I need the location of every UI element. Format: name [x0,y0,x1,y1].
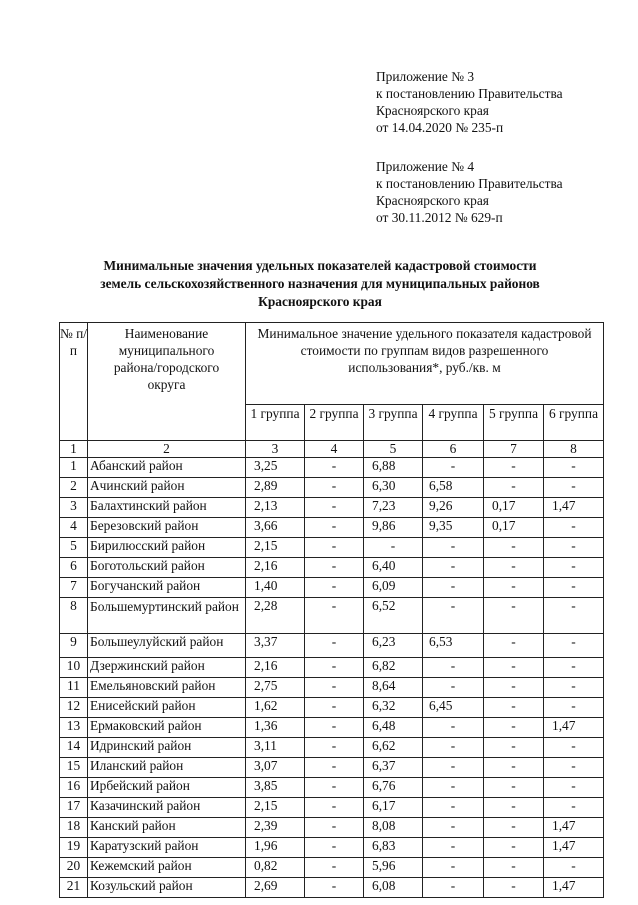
group-4-value: - [423,558,484,578]
group-2-value: - [305,858,364,878]
group-6-value: - [544,598,604,634]
group-3-value: 8,64 [364,678,423,698]
district-name: Ирбейский район [88,778,246,798]
group-3-value: 6,37 [364,758,423,778]
group-1-value: 3,66 [246,518,305,538]
group-3-value: 5,96 [364,858,423,878]
group-5-value: - [484,838,544,858]
group-3-value: 6,23 [364,634,423,658]
group-6-value: - [544,634,604,658]
group-3-value: 6,62 [364,738,423,758]
column-number: 3 [246,441,305,458]
row-num: 20 [60,858,88,878]
group-4-value: - [423,738,484,758]
district-name: Дзержинский район [88,658,246,678]
table-row [60,498,604,518]
group-2-value: - [305,878,364,898]
group-2-value: - [305,634,364,658]
column-number: 5 [364,441,423,458]
group-3-value: 6,32 [364,698,423,718]
row-num: 1 [60,458,88,478]
table-row [60,798,604,818]
district-name: Идринский район [88,738,246,758]
group-6-value: - [544,698,604,718]
group-6-value: - [544,558,604,578]
group-1-value: 3,25 [246,458,305,478]
row-num: 17 [60,798,88,818]
group-4-value: - [423,458,484,478]
group-5-value: - [484,718,544,738]
group-3-value: 6,17 [364,798,423,818]
group-4-value: - [423,798,484,818]
group-2-value: - [305,738,364,758]
group-2-value: - [305,718,364,738]
district-name: Богучанский район [88,578,246,598]
group-6-value: - [544,738,604,758]
group-1-value: 2,69 [246,878,305,898]
row-num: 12 [60,698,88,718]
header-group-6: 6 группа [544,405,604,441]
group-4-value: - [423,578,484,598]
group-5-value: - [484,738,544,758]
group-2-value: - [305,698,364,718]
district-name: Березовский район [88,518,246,538]
column-number: 8 [544,441,604,458]
appendix-line: Красноярского края [376,193,489,208]
group-2-value: - [305,538,364,558]
row-num: 5 [60,538,88,558]
group-5-value: - [484,538,544,558]
group-1-value: 2,39 [246,818,305,838]
table-row [60,838,604,858]
appendix-4-header [376,158,563,226]
row-num: 8 [60,598,88,634]
row-num: 9 [60,634,88,658]
group-2-value: - [305,458,364,478]
title-line: земель сельскохозяйственного назначения для муниципальных районов [100,276,540,291]
district-name: Козульский район [88,878,246,898]
cadastral-value-table [59,322,604,898]
district-name: Боготольский район [88,558,246,578]
group-1-value: 2,16 [246,558,305,578]
group-1-value: 1,96 [246,838,305,858]
group-3-value: - [364,538,423,558]
group-4-value: - [423,838,484,858]
district-name: Ермаковский район [88,718,246,738]
table-row [60,738,604,758]
row-num: 13 [60,718,88,738]
header-group-2: 2 группа [305,405,364,441]
district-name: Канский район [88,818,246,838]
group-1-value: 0,82 [246,858,305,878]
table-row [60,758,604,778]
group-3-value: 6,52 [364,598,423,634]
header-name: Наименование муниципального района/городского округа [88,323,246,441]
group-5-value: - [484,758,544,778]
table-row [60,458,604,478]
document-title [40,257,600,311]
row-num: 6 [60,558,88,578]
row-num: 11 [60,678,88,698]
group-6-value: - [544,798,604,818]
group-2-value: - [305,478,364,498]
row-num: 16 [60,778,88,798]
group-1-value: 3,07 [246,758,305,778]
title-line: Минимальные значения удельных показателей кадастровой стоимости [103,258,537,273]
group-3-value: 6,40 [364,558,423,578]
group-5-value: 0,17 [484,518,544,538]
group-5-value: - [484,578,544,598]
group-2-value: - [305,498,364,518]
appendix-line: от 14.04.2020 № 235-п [376,120,504,135]
row-num: 4 [60,518,88,538]
group-1-value: 2,15 [246,798,305,818]
group-6-value: - [544,678,604,698]
group-3-value: 7,23 [364,498,423,518]
group-4-value: 9,26 [423,498,484,518]
district-name: Кежемский район [88,858,246,878]
district-name: Балахтинский район [88,498,246,518]
group-5-value: - [484,698,544,718]
group-1-value: 3,85 [246,778,305,798]
table-row [60,678,604,698]
group-5-value: - [484,818,544,838]
header-group-4: 4 группа [423,405,484,441]
table-row [60,558,604,578]
row-num: 15 [60,758,88,778]
group-6-value: - [544,758,604,778]
group-4-value: - [423,758,484,778]
group-1-value: 2,16 [246,658,305,678]
group-2-value: - [305,658,364,678]
group-4-value: 6,53 [423,634,484,658]
group-6-value: 1,47 [544,818,604,838]
header-group-3: 3 группа [364,405,423,441]
group-1-value: 2,75 [246,678,305,698]
group-4-value: - [423,678,484,698]
group-4-value: 6,45 [423,698,484,718]
table-row [60,658,604,678]
table-row [60,878,604,898]
district-name: Большемуртинский район [88,598,246,634]
group-5-value: - [484,798,544,818]
group-4-value: 6,58 [423,478,484,498]
appendix-line: к постановлению Правительства [376,176,563,191]
group-2-value: - [305,598,364,634]
group-6-value: 1,47 [544,838,604,858]
row-num: 10 [60,658,88,678]
group-1-value: 1,36 [246,718,305,738]
district-name: Бирилюсский район [88,538,246,558]
group-3-value: 6,08 [364,878,423,898]
group-4-value: - [423,538,484,558]
group-6-value: 1,47 [544,878,604,898]
group-5-value: - [484,878,544,898]
group-1-value: 2,13 [246,498,305,518]
column-number: 4 [305,441,364,458]
group-2-value: - [305,778,364,798]
district-name: Иланский район [88,758,246,778]
group-3-value: 9,86 [364,518,423,538]
group-1-value: 2,15 [246,538,305,558]
district-name: Каратузский район [88,838,246,858]
group-3-value: 6,82 [364,658,423,678]
row-num: 19 [60,838,88,858]
header-group-5: 5 группа [484,405,544,441]
group-5-value: - [484,778,544,798]
column-number: 2 [88,441,246,458]
group-6-value: - [544,538,604,558]
district-name: Ачинский район [88,478,246,498]
group-6-value: - [544,858,604,878]
group-4-value: - [423,718,484,738]
group-3-value: 6,88 [364,458,423,478]
group-3-value: 8,08 [364,818,423,838]
group-2-value: - [305,758,364,778]
table-row [60,478,604,498]
district-name: Большеулуйский район [88,634,246,658]
group-6-value: 1,47 [544,718,604,738]
group-2-value: - [305,818,364,838]
group-5-value: - [484,558,544,578]
district-name: Емельяновский район [88,678,246,698]
group-3-value: 6,09 [364,578,423,598]
group-5-value: - [484,658,544,678]
group-1-value: 3,37 [246,634,305,658]
table-row [60,818,604,838]
group-6-value: - [544,778,604,798]
district-name: Енисейский район [88,698,246,718]
group-1-value: 2,28 [246,598,305,634]
group-2-value: - [305,838,364,858]
group-2-value: - [305,578,364,598]
group-1-value: 3,11 [246,738,305,758]
group-6-value: - [544,518,604,538]
row-num: 2 [60,478,88,498]
column-number: 6 [423,441,484,458]
table-row [60,858,604,878]
group-4-value: - [423,858,484,878]
group-5-value: - [484,634,544,658]
table-row [60,598,604,634]
row-num: 14 [60,738,88,758]
table-row [60,538,604,558]
table-row [60,578,604,598]
row-num: 7 [60,578,88,598]
group-5-value: 0,17 [484,498,544,518]
group-2-value: - [305,678,364,698]
group-1-value: 1,62 [246,698,305,718]
column-number: 1 [60,441,88,458]
group-6-value: - [544,658,604,678]
group-4-value: - [423,778,484,798]
group-3-value: 6,48 [364,718,423,738]
appendix-line: Красноярского края [376,103,489,118]
group-5-value: - [484,678,544,698]
appendix-3-header [376,68,563,136]
table-row [60,718,604,738]
group-6-value: 1,47 [544,498,604,518]
group-1-value: 1,40 [246,578,305,598]
group-3-value: 6,76 [364,778,423,798]
group-5-value: - [484,858,544,878]
group-4-value: - [423,878,484,898]
group-6-value: - [544,478,604,498]
group-3-value: 6,30 [364,478,423,498]
appendix-line: Приложение № 4 [376,159,475,174]
group-4-value: - [423,818,484,838]
group-4-value: - [423,658,484,678]
appendix-line: Приложение № 3 [376,69,475,84]
header-num: № п/п [60,323,88,441]
group-5-value: - [484,598,544,634]
row-num: 21 [60,878,88,898]
row-num: 3 [60,498,88,518]
table-row [60,778,604,798]
district-name: Абанский район [88,458,246,478]
header-group-1: 1 группа [246,405,305,441]
table-row [60,698,604,718]
group-5-value: - [484,478,544,498]
group-5-value: - [484,458,544,478]
group-4-value: - [423,598,484,634]
table-row [60,518,604,538]
group-4-value: 9,35 [423,518,484,538]
group-3-value: 6,83 [364,838,423,858]
district-name: Казачинский район [88,798,246,818]
table-row [60,634,604,658]
title-line: Красноярского края [258,294,382,309]
appendix-line: от 30.11.2012 № 629-п [376,210,503,225]
appendix-line: к постановлению Правительства [376,86,563,101]
group-6-value: - [544,458,604,478]
group-2-value: - [305,518,364,538]
row-num: 18 [60,818,88,838]
header-min-value: Минимальное значение удельного показателя кадастровой стоимости по группам видов разрешенного использования*, руб./кв. м [246,323,604,405]
column-number: 7 [484,441,544,458]
group-2-value: - [305,558,364,578]
group-6-value: - [544,578,604,598]
group-2-value: - [305,798,364,818]
group-1-value: 2,89 [246,478,305,498]
